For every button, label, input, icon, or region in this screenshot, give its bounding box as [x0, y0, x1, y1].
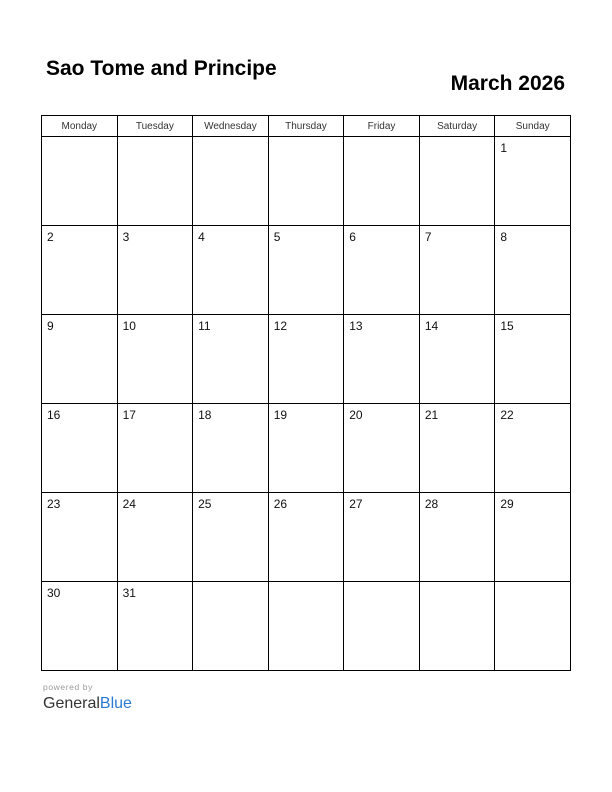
day-number: 1 [500, 141, 508, 155]
powered-by-text: powered by [43, 682, 93, 692]
day-cell [344, 315, 420, 404]
day-cell [193, 226, 269, 315]
day-cell [42, 137, 118, 226]
week-row [42, 226, 571, 315]
day-cell [495, 404, 571, 493]
weekday-header-row [42, 116, 571, 137]
day-cell [42, 493, 118, 582]
day-number [118, 137, 193, 141]
weekday-header: Friday [344, 116, 420, 137]
day-cell [495, 493, 571, 582]
day-number: 6 [349, 230, 356, 244]
day-cell [117, 137, 193, 226]
day-cell [419, 493, 495, 582]
weekday-header: Thursday [268, 116, 344, 137]
day-number: 23 [47, 497, 61, 511]
day-number [495, 582, 570, 586]
day-cell [268, 226, 344, 315]
day-cell [193, 137, 269, 226]
day-number: 11 [198, 319, 211, 333]
day-number: 24 [122, 497, 136, 511]
day-number: 15 [500, 319, 514, 333]
day-number [420, 582, 495, 586]
day-number: 22 [500, 408, 514, 422]
day-cell [495, 137, 571, 226]
day-cell [419, 226, 495, 315]
day-number: 30 [47, 586, 61, 600]
day-number: 26 [273, 497, 288, 511]
day-number: 3 [122, 230, 130, 244]
weekday-header: Tuesday [117, 116, 193, 137]
footer-branding [43, 682, 132, 714]
week-row [42, 315, 571, 404]
day-number: 13 [349, 319, 363, 333]
brand-name-blue: Blue [99, 695, 132, 712]
week-row [42, 582, 571, 671]
week-row [42, 404, 571, 493]
brand-logo[interactable] [43, 694, 132, 714]
day-number [344, 137, 419, 141]
day-cell [193, 404, 269, 493]
day-number: 29 [500, 497, 514, 511]
day-number [420, 137, 495, 141]
day-number: 12 [273, 319, 288, 333]
day-number [269, 582, 344, 586]
day-cell [268, 404, 344, 493]
calendar-grid [41, 115, 571, 671]
day-number: 28 [424, 497, 439, 511]
day-number: 10 [122, 319, 136, 333]
day-number: 31 [122, 586, 136, 600]
day-cell [117, 582, 193, 671]
weekday-header: Sunday [495, 116, 571, 137]
week-row [42, 137, 571, 226]
day-cell [42, 226, 118, 315]
day-cell [344, 226, 420, 315]
day-number: 7 [424, 230, 432, 244]
day-cell [193, 493, 269, 582]
day-cell [268, 493, 344, 582]
day-number [344, 582, 419, 586]
brand-name-general: General [43, 695, 100, 712]
day-number [193, 582, 268, 586]
day-cell [268, 137, 344, 226]
day-number: 20 [349, 408, 363, 422]
day-number: 2 [47, 230, 54, 244]
day-cell [419, 137, 495, 226]
day-cell [268, 315, 344, 404]
day-cell [193, 315, 269, 404]
day-cell [495, 315, 571, 404]
day-number: 4 [198, 230, 205, 244]
day-cell [42, 404, 118, 493]
day-cell [117, 404, 193, 493]
day-cell [193, 582, 269, 671]
day-number: 18 [198, 408, 212, 422]
day-cell [419, 315, 495, 404]
day-cell [42, 315, 118, 404]
day-number: 5 [273, 230, 281, 244]
day-cell [419, 404, 495, 493]
day-number: 19 [273, 408, 288, 422]
day-cell [344, 493, 420, 582]
month-year-title: March 2026 [450, 72, 565, 95]
day-cell [344, 582, 420, 671]
day-cell [344, 137, 420, 226]
day-number: 27 [349, 497, 363, 511]
country-title: Sao Tome and Principe [46, 57, 277, 80]
day-number: 21 [424, 408, 439, 422]
day-number [193, 137, 268, 141]
day-number [42, 137, 117, 141]
day-cell [42, 582, 118, 671]
day-cell [117, 315, 193, 404]
day-number: 17 [122, 408, 136, 422]
day-cell [117, 226, 193, 315]
day-number [269, 137, 344, 141]
weekday-header: Wednesday [193, 116, 269, 137]
day-cell [419, 582, 495, 671]
day-cell [344, 404, 420, 493]
day-number: 14 [424, 319, 439, 333]
day-cell [268, 582, 344, 671]
day-number: 16 [47, 408, 61, 422]
day-cell [495, 582, 571, 671]
day-number: 9 [47, 319, 54, 333]
day-number: 8 [500, 230, 508, 244]
day-number: 25 [198, 497, 212, 511]
weekday-header: Monday [42, 116, 118, 137]
day-cell [117, 493, 193, 582]
week-row [42, 493, 571, 582]
weekday-header: Saturday [419, 116, 495, 137]
day-cell [495, 226, 571, 315]
